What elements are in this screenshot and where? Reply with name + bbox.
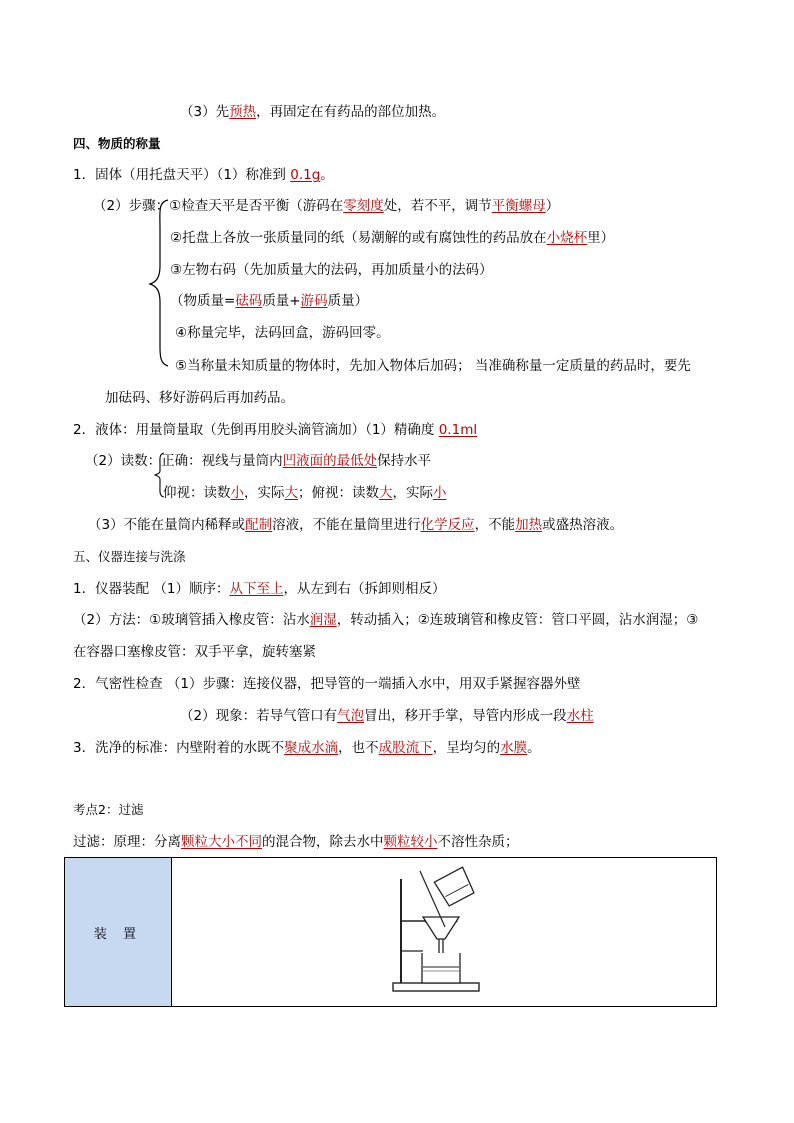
section-5-title: 五、仪器连接与洗涤	[73, 549, 186, 564]
method-line: （2）方法：①玻璃管插入橡皮管：沾水润湿，转动插入；②连玻璃管和橡皮管：管口平圆，沾水润湿；③	[73, 612, 699, 628]
airtight-line-2: （2）现象：若导气管口有气泡冒出，移开手掌，导管内形成一段水柱	[180, 708, 594, 724]
steps-line-1: （2）步骤：①检查天平是否平衡（游码在零刻度处，若不平，调节平衡螺母）	[93, 198, 560, 214]
airtight-line-1: 2．气密性检查 （1）步骤：连接仪器，把导管的一端插入水中，用双手紧握容器外壁	[73, 676, 581, 692]
section-4-title: 四、物质的称量	[73, 136, 161, 151]
assembly-line: 1．仪器装配 （1）顺序：从下至上，从左到右（拆卸则相反）	[73, 581, 446, 597]
steps-brace	[148, 198, 172, 368]
steps-line-3: ③左物右码（先加质量大的法码，再加质量小的法码）	[170, 262, 493, 278]
clean-standard-line: 3．洗净的标准：内壁附着的水既不聚成水滴，也不成股流下，呈均匀的水膜。	[73, 740, 541, 756]
filtration-apparatus-image	[389, 865, 499, 995]
filtration-principle-line: 过滤：原理：分离颗粒大小不同的混合物，除去水中颗粒较小不溶性杂质；	[73, 834, 519, 850]
reading-line-1: （2）读数：正确：视线与量筒内凹液面的最低处保持水平	[85, 453, 432, 469]
device-label-cell: 装 置	[65, 858, 172, 1007]
solid-weighing-line: 1．固体（用托盘天平）（1）称准到 0.1g。	[73, 167, 334, 183]
steps-line-5-cont: 加砝码、移好游码后再加药品。	[105, 390, 294, 406]
steps-line-mass: （物质量=砝码质量+游码质量）	[170, 293, 369, 309]
steps-line-5: ⑤当称量未知质量的物体时，先加入物体后加码； 当准确称量一定质量的药品时，要先	[175, 358, 691, 374]
device-image-cell	[172, 858, 717, 1007]
device-table	[64, 857, 717, 1007]
method-line-cont: 在容器口塞橡皮管：双手平拿，旋转塞紧	[73, 644, 316, 660]
preheat-line: （3）先预热，再固定在有药品的部位加热。	[180, 104, 446, 120]
cylinder-note-line: （3）不能在量筒内稀释或配制溶液，不能在量筒里进行化学反应，不能加热或盛热溶液。	[88, 517, 624, 533]
steps-line-2: ②托盘上各放一张质量同的纸（易潮解的或有腐蚀性的药品放在小烧杯里）	[170, 230, 615, 246]
steps-line-4: ④称量完毕，法码回盒，游码回零。	[175, 325, 390, 341]
kaodian-2-title: 考点2：过滤	[73, 802, 144, 817]
liquid-line: 2．液体：用量筒量取（先倒再用胶头滴管滴加）（1）精确度 0.1ml	[73, 422, 478, 438]
reading-line-2: 仰视：读数小，实际大；俯视：读数大，实际小	[163, 485, 447, 501]
